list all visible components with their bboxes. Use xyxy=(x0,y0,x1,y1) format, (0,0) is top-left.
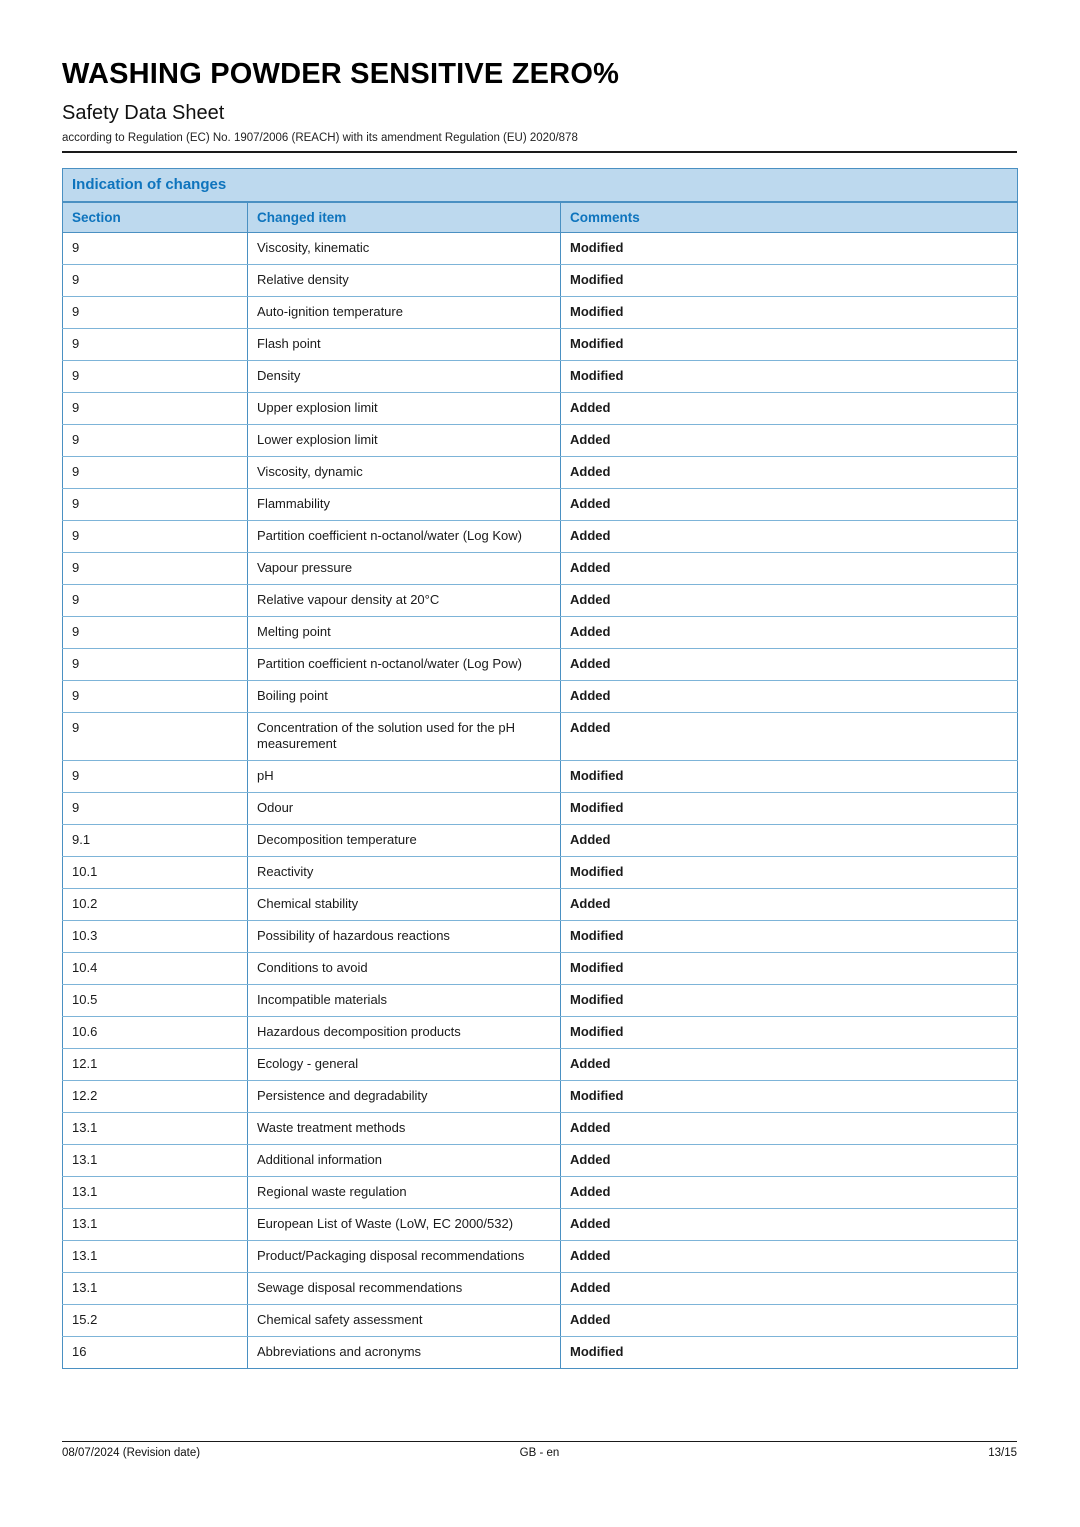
changed-item-cell: Relative density xyxy=(248,265,561,297)
comment-cell: Modified xyxy=(561,233,1018,265)
indication-of-changes-table xyxy=(62,168,1018,1369)
changed-item-cell: Density xyxy=(248,361,561,393)
header-divider xyxy=(62,151,1017,153)
section-cell: 13.1 xyxy=(63,1113,248,1145)
comment-cell: Modified xyxy=(561,1081,1018,1113)
changed-item-cell: Conditions to avoid xyxy=(248,953,561,985)
table-row xyxy=(63,953,1018,985)
comment-cell: Modified xyxy=(561,985,1018,1017)
comment-cell: Added xyxy=(561,649,1018,681)
changed-item-cell: Partition coefficient n-octanol/water (Log Kow) xyxy=(248,521,561,553)
table-row xyxy=(63,617,1018,649)
section-cell: 9 xyxy=(63,297,248,329)
changes-table-body xyxy=(63,233,1018,1369)
section-cell: 15.2 xyxy=(63,1305,248,1337)
comment-cell: Modified xyxy=(561,857,1018,889)
section-cell: 12.2 xyxy=(63,1081,248,1113)
section-cell: 10.3 xyxy=(63,921,248,953)
changed-item-cell: Lower explosion limit xyxy=(248,425,561,457)
document-type-subtitle: Safety Data Sheet xyxy=(62,102,225,125)
table-row xyxy=(63,425,1018,457)
section-cell: 9 xyxy=(63,793,248,825)
section-cell: 9 xyxy=(63,713,248,761)
section-cell: 10.5 xyxy=(63,985,248,1017)
table-row xyxy=(63,265,1018,297)
comment-cell: Added xyxy=(561,1273,1018,1305)
section-cell: 10.6 xyxy=(63,1017,248,1049)
comment-cell: Added xyxy=(561,521,1018,553)
changed-item-cell: Regional waste regulation xyxy=(248,1177,561,1209)
changed-item-cell: Incompatible materials xyxy=(248,985,561,1017)
changed-item-cell: Reactivity xyxy=(248,857,561,889)
section-cell: 9 xyxy=(63,233,248,265)
comment-cell: Modified xyxy=(561,793,1018,825)
changed-item-cell: Chemical stability xyxy=(248,889,561,921)
comment-cell: Modified xyxy=(561,297,1018,329)
table-row xyxy=(63,761,1018,793)
table-row xyxy=(63,553,1018,585)
section-cell: 9 xyxy=(63,457,248,489)
changed-item-cell: Viscosity, dynamic xyxy=(248,457,561,489)
comment-cell: Added xyxy=(561,889,1018,921)
changed-item-cell: Additional information xyxy=(248,1145,561,1177)
table-row xyxy=(63,233,1018,265)
comment-cell: Added xyxy=(561,681,1018,713)
changed-item-cell: Odour xyxy=(248,793,561,825)
changed-item-cell: Concentration of the solution used for the pH measurement xyxy=(248,713,561,761)
footer-page-number: 13/15 xyxy=(988,1447,1017,1459)
changed-item-cell: Waste treatment methods xyxy=(248,1113,561,1145)
changed-item-cell: Relative vapour density at 20°C xyxy=(248,585,561,617)
table-row xyxy=(63,793,1018,825)
table-row xyxy=(63,1049,1018,1081)
table-row xyxy=(63,297,1018,329)
comment-cell: Added xyxy=(561,1049,1018,1081)
table-row xyxy=(63,1241,1018,1273)
section-cell: 9 xyxy=(63,681,248,713)
column-header-row xyxy=(63,202,1018,233)
changed-item-cell: Abbreviations and acronyms xyxy=(248,1337,561,1369)
section-cell: 13.1 xyxy=(63,1145,248,1177)
table-row xyxy=(63,521,1018,553)
section-cell: 13.1 xyxy=(63,1273,248,1305)
table-row xyxy=(63,489,1018,521)
changed-item-cell: European List of Waste (LoW, EC 2000/532) xyxy=(248,1209,561,1241)
table-row xyxy=(63,1145,1018,1177)
comment-cell: Added xyxy=(561,457,1018,489)
section-cell: 13.1 xyxy=(63,1209,248,1241)
comment-cell: Added xyxy=(561,1241,1018,1273)
footer-revision-date: 08/07/2024 (Revision date) xyxy=(62,1447,201,1459)
changed-item-cell: Upper explosion limit xyxy=(248,393,561,425)
regulation-reference: according to Regulation (EC) No. 1907/2006 (REACH) with its amendment Regulation (EU) 2020/878 xyxy=(62,132,578,145)
comment-cell: Modified xyxy=(561,921,1018,953)
changed-item-cell: Ecology - general xyxy=(248,1049,561,1081)
table-row xyxy=(63,1337,1018,1369)
changed-item-cell: Chemical safety assessment xyxy=(248,1305,561,1337)
comment-cell: Added xyxy=(561,393,1018,425)
table-row xyxy=(63,1177,1018,1209)
section-cell: 13.1 xyxy=(63,1241,248,1273)
comment-cell: Added xyxy=(561,713,1018,761)
section-cell: 10.2 xyxy=(63,889,248,921)
section-cell: 10.4 xyxy=(63,953,248,985)
section-cell: 9 xyxy=(63,617,248,649)
table-row xyxy=(63,1081,1018,1113)
changed-item-cell: Melting point xyxy=(248,617,561,649)
section-cell: 9 xyxy=(63,425,248,457)
section-cell: 10.1 xyxy=(63,857,248,889)
comment-cell: Added xyxy=(561,489,1018,521)
table-row xyxy=(63,1273,1018,1305)
comment-cell: Added xyxy=(561,553,1018,585)
table-row xyxy=(63,681,1018,713)
section-cell: 12.1 xyxy=(63,1049,248,1081)
column-header-comments: Comments xyxy=(561,202,1018,233)
column-header-section: Section xyxy=(63,202,248,233)
changed-item-cell: pH xyxy=(248,761,561,793)
table-title: Indication of changes xyxy=(63,169,1018,203)
comment-cell: Modified xyxy=(561,1017,1018,1049)
table-row xyxy=(63,857,1018,889)
comment-cell: Modified xyxy=(561,1337,1018,1369)
table-row xyxy=(63,985,1018,1017)
comment-cell: Modified xyxy=(561,265,1018,297)
footer-row xyxy=(62,1447,1017,1459)
comment-cell: Added xyxy=(561,1209,1018,1241)
changed-item-cell: Vapour pressure xyxy=(248,553,561,585)
comment-cell: Added xyxy=(561,1305,1018,1337)
table-row xyxy=(63,921,1018,953)
section-cell: 9 xyxy=(63,361,248,393)
table-row xyxy=(63,361,1018,393)
comment-cell: Added xyxy=(561,585,1018,617)
section-cell: 9 xyxy=(63,521,248,553)
table-row xyxy=(63,889,1018,921)
section-cell: 9 xyxy=(63,585,248,617)
comment-cell: Modified xyxy=(561,761,1018,793)
table-row xyxy=(63,457,1018,489)
changed-item-cell: Auto-ignition temperature xyxy=(248,297,561,329)
section-cell: 9 xyxy=(63,649,248,681)
changed-item-cell: Hazardous decomposition products xyxy=(248,1017,561,1049)
section-cell: 9 xyxy=(63,393,248,425)
table-row xyxy=(63,585,1018,617)
table-title-row xyxy=(63,169,1018,203)
changed-item-cell: Viscosity, kinematic xyxy=(248,233,561,265)
comment-cell: Added xyxy=(561,425,1018,457)
comment-cell: Added xyxy=(561,825,1018,857)
page-footer xyxy=(62,1441,1017,1459)
table-row xyxy=(63,1113,1018,1145)
changed-item-cell: Product/Packaging disposal recommendations xyxy=(248,1241,561,1273)
section-cell: 16 xyxy=(63,1337,248,1369)
footer-language-code: GB - en xyxy=(519,1447,560,1459)
table-row xyxy=(63,1017,1018,1049)
table-row xyxy=(63,713,1018,761)
section-cell: 9.1 xyxy=(63,825,248,857)
comment-cell: Modified xyxy=(561,953,1018,985)
table-row xyxy=(63,1305,1018,1337)
table-row xyxy=(63,649,1018,681)
section-cell: 9 xyxy=(63,761,248,793)
section-cell: 9 xyxy=(63,329,248,361)
section-cell: 9 xyxy=(63,489,248,521)
comment-cell: Modified xyxy=(561,361,1018,393)
changed-item-cell: Possibility of hazardous reactions xyxy=(248,921,561,953)
table-row xyxy=(63,393,1018,425)
comment-cell: Added xyxy=(561,1113,1018,1145)
footer-divider xyxy=(62,1441,1017,1442)
table-row xyxy=(63,825,1018,857)
changed-item-cell: Partition coefficient n-octanol/water (Log Pow) xyxy=(248,649,561,681)
section-cell: 9 xyxy=(63,265,248,297)
comment-cell: Added xyxy=(561,1177,1018,1209)
changed-item-cell: Persistence and degradability xyxy=(248,1081,561,1113)
changed-item-cell: Sewage disposal recommendations xyxy=(248,1273,561,1305)
comment-cell: Modified xyxy=(561,329,1018,361)
section-cell: 9 xyxy=(63,553,248,585)
changed-item-cell: Flash point xyxy=(248,329,561,361)
table-row xyxy=(63,329,1018,361)
column-header-changed-item: Changed item xyxy=(248,202,561,233)
changed-item-cell: Boiling point xyxy=(248,681,561,713)
changed-item-cell: Flammability xyxy=(248,489,561,521)
changed-item-cell: Decomposition temperature xyxy=(248,825,561,857)
comment-cell: Added xyxy=(561,617,1018,649)
table-row xyxy=(63,1209,1018,1241)
page-title: WASHING POWDER SENSITIVE ZERO% xyxy=(62,58,620,90)
comment-cell: Added xyxy=(561,1145,1018,1177)
section-cell: 13.1 xyxy=(63,1177,248,1209)
